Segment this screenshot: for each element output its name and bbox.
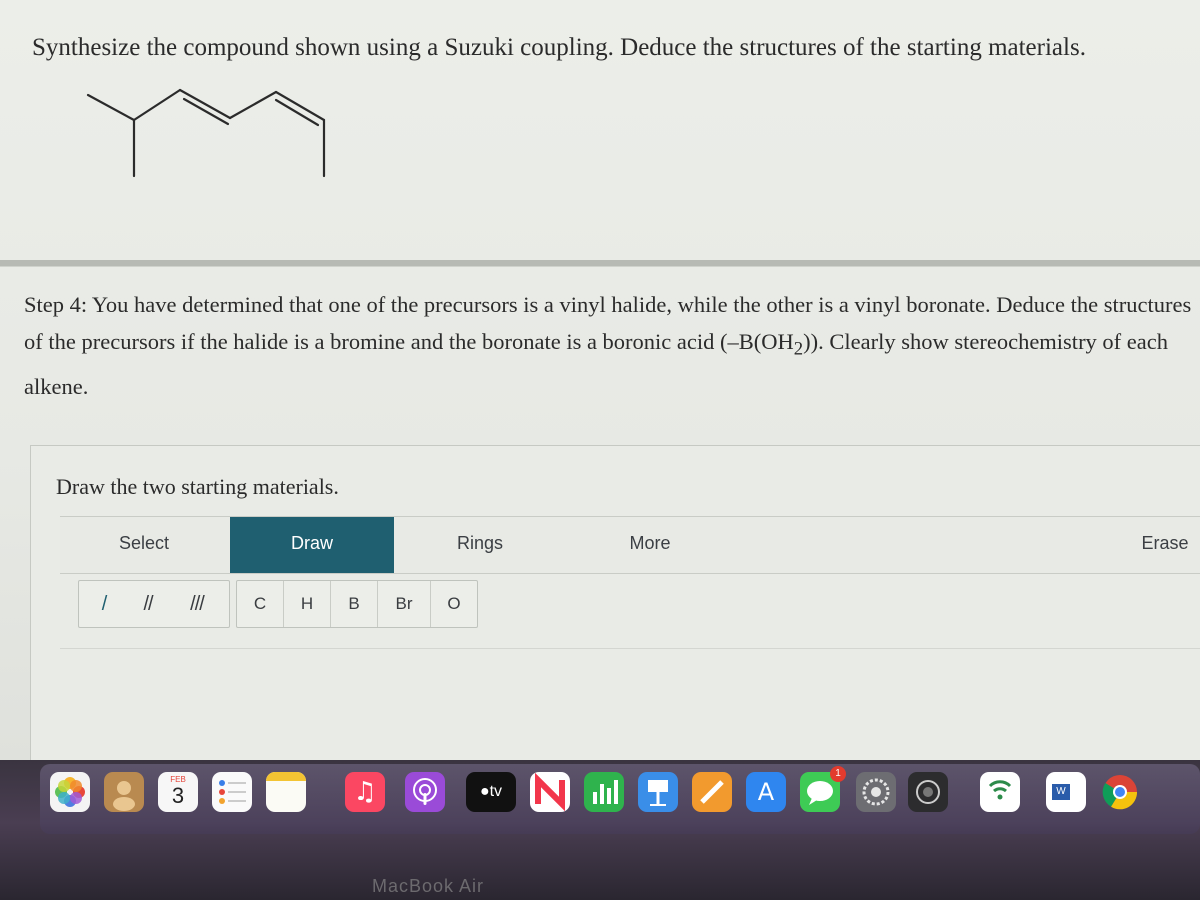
keynote-icon[interactable] bbox=[638, 772, 678, 812]
double-bond-button[interactable]: // bbox=[143, 593, 153, 615]
camera-icon[interactable] bbox=[908, 772, 948, 812]
apple-logo-icon: ● bbox=[479, 783, 490, 800]
podcasts-icon[interactable] bbox=[405, 772, 445, 812]
step-4-instructions bbox=[24, 286, 1200, 405]
word-icon[interactable] bbox=[1046, 772, 1086, 812]
bond bbox=[180, 90, 230, 118]
device-label: MacBook Air bbox=[372, 876, 485, 896]
step-subscript: 2 bbox=[793, 338, 804, 360]
chrome-icon[interactable] bbox=[1100, 772, 1140, 812]
system-settings-icon[interactable] bbox=[856, 772, 896, 812]
section-divider-line bbox=[0, 266, 1200, 267]
app-store-icon[interactable]: A bbox=[746, 772, 786, 812]
wifi-icon[interactable] bbox=[980, 772, 1020, 812]
atom-br-button[interactable]: Br bbox=[395, 594, 413, 613]
notes-icon[interactable] bbox=[266, 772, 306, 812]
music-icon[interactable]: ♫ bbox=[345, 772, 385, 812]
tab-erase[interactable]: Erase bbox=[1141, 533, 1189, 553]
tab-draw[interactable]: Draw bbox=[230, 517, 394, 573]
contacts-icon[interactable] bbox=[104, 772, 144, 812]
messages-icon[interactable] bbox=[800, 768, 841, 812]
target-molecule bbox=[80, 80, 340, 180]
tv-icon[interactable] bbox=[466, 772, 516, 812]
bond bbox=[230, 92, 276, 118]
atom-o-button[interactable]: O bbox=[447, 594, 461, 613]
bond bbox=[184, 99, 228, 124]
word-label: W bbox=[1052, 784, 1070, 800]
canvas-top-border bbox=[60, 648, 1200, 649]
tab-rings[interactable]: Rings bbox=[456, 533, 504, 553]
question-title: Synthesize the compound shown using a Suzuki coupling. Deduce the structures of the starting materials. bbox=[32, 34, 1086, 61]
calendar-month: FEB bbox=[170, 775, 186, 784]
atom-h-button[interactable]: H bbox=[300, 594, 314, 613]
atom-tools bbox=[236, 580, 478, 628]
single-bond-button[interactable]: / bbox=[101, 593, 107, 615]
news-icon[interactable] bbox=[530, 772, 570, 812]
drawing-panel-label: Draw the two starting materials. bbox=[56, 474, 339, 499]
reminders-icon[interactable] bbox=[212, 772, 252, 812]
step-text-end: )). Clearly show stereochemistry of each alkene. bbox=[24, 329, 1169, 399]
tab-more[interactable]: More bbox=[629, 533, 671, 553]
bond bbox=[88, 95, 134, 120]
calendar-day: 3 bbox=[171, 783, 185, 808]
tab-select[interactable]: Select bbox=[118, 533, 170, 553]
editor-tabs bbox=[60, 516, 1200, 574]
tv-label: tv bbox=[489, 783, 503, 800]
photos-icon[interactable] bbox=[50, 772, 90, 812]
notification-badge: 1 bbox=[830, 766, 846, 782]
calendar-icon[interactable] bbox=[158, 772, 198, 812]
triple-bond-button[interactable]: /// bbox=[190, 593, 204, 615]
atom-c-button[interactable]: C bbox=[253, 594, 267, 613]
atom-b-button[interactable]: B bbox=[348, 594, 360, 613]
bond-tools bbox=[78, 580, 230, 628]
step-text: Step 4: You have determined that one of the precursors is a vinyl halide, while the other is a vinyl boronate. Deduce the structures of the precursors if the halide is a bromine and the boronate is a boronic acid (–B(OH bbox=[24, 292, 1192, 354]
numbers-icon[interactable] bbox=[584, 772, 624, 812]
bond bbox=[134, 90, 180, 120]
pages-icon[interactable] bbox=[692, 772, 732, 812]
bond bbox=[276, 92, 324, 120]
